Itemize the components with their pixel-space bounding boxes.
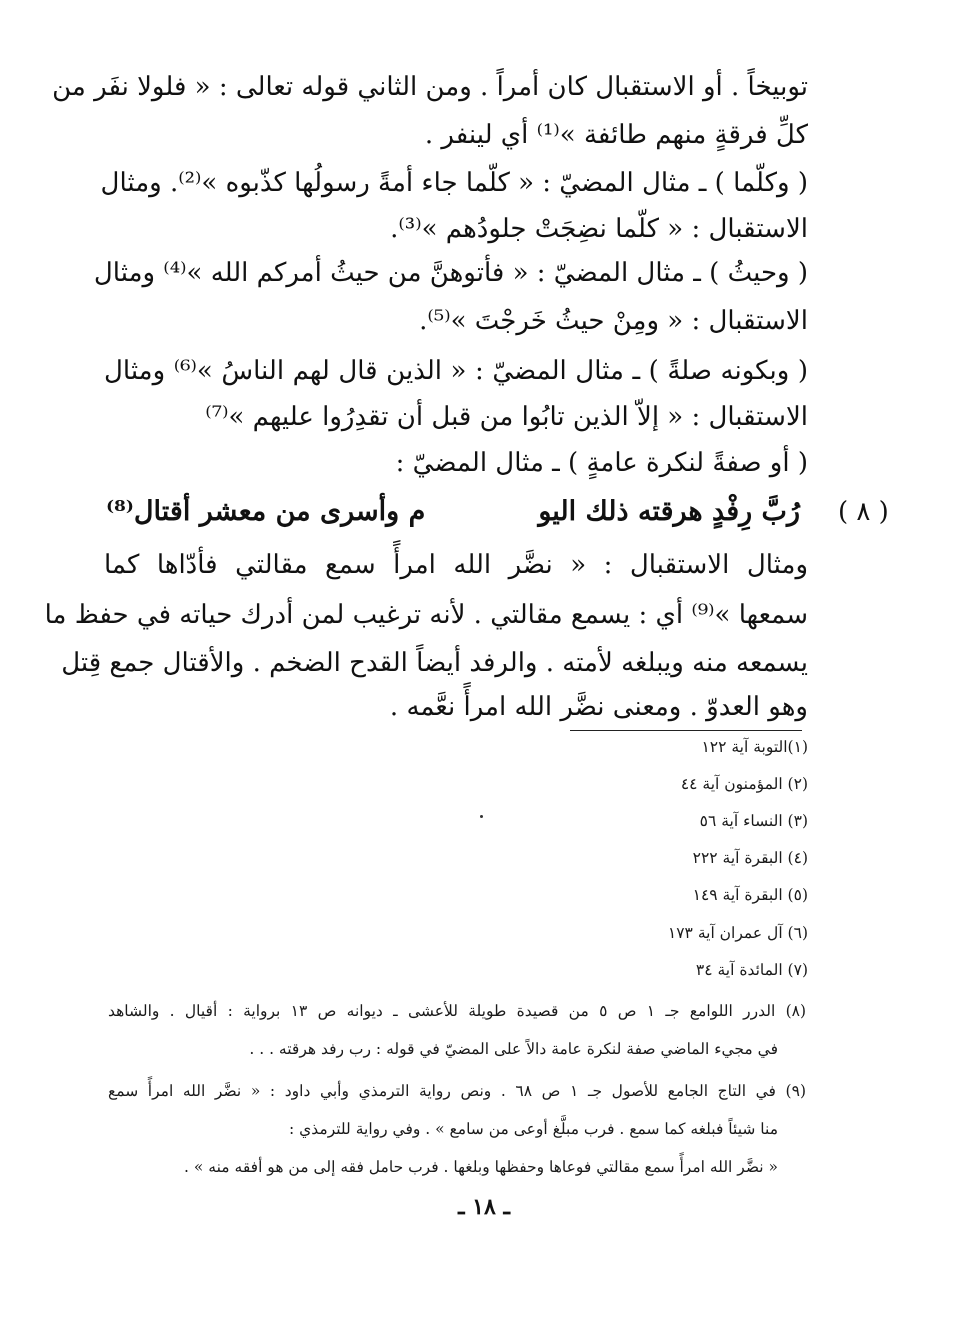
body-line: الاستقبال : « إلاّ الذين تابُوا من قبل أن تقدِرُوا عليهم »⁽⁷⁾: [205, 402, 808, 432]
body-line: ( وبكونه صلةً ) ـ مثال المضيّ : « الذين قال لهم الناسُ »⁽⁶⁾ ومثال: [104, 356, 808, 386]
footnote-continuation: منا شيئاً فبلغه كما سمع . فرب مبلَّغ أوعى من سامع » . وفي رواية للترمذي :: [288, 1120, 778, 1138]
body-line: ومثال الاستقبال : « نضَّر الله امرأً سمع مقالتي فأدّاها كما: [104, 550, 808, 580]
page-number: ـ ١٨ ـ: [458, 1194, 510, 1220]
footnote: (٤) البقرة آية ٢٢٢: [692, 849, 808, 867]
verse-hemistich-1: رُبَّ رِفْدٍ هرقته ذلك اليو: [538, 496, 800, 527]
body-line: وهو العدوّ . ومعنى نضَّر الله امرأً نعَّمه .: [389, 692, 808, 722]
body-line: سمعها »⁽⁹⁾ أي : يسمع مقالتي . لأنه ترغيب لمن أدرك حياته في حفظ ما: [44, 600, 808, 630]
body-line: ( وكلّما ) ـ مثال المضيّ : « كلّما جاء أمةً رسولُها كذّبوه »⁽²⁾. ومثال: [100, 168, 808, 198]
footnote-separator: [570, 730, 802, 731]
footnote: (٩) في التاج الجامع للأصول جـ ١ ص ٦٨ . ونص رواية الترمذي وأبي داود : « نضَّر الله امرأً سمع: [108, 1082, 806, 1100]
body-line: يسمعه منه ويبلغه لأمته . والرفد أيضاً القدح الضخم . والأقتال جمع قِتل: [61, 648, 808, 678]
footnote: (٥) البقرة آية ١٤٩: [692, 886, 808, 904]
footnote: (٧) المائدة آية ٣٤: [695, 961, 808, 979]
body-line: توبيخاً . أو الاستقبال كان أمراً . ومن الثاني قوله تعالى : « فلولا نفَر من: [52, 72, 808, 102]
footnote-continuation: في مجيء الماضي صفة لنكرة عامة دالاً على المضيّ في قوله : رب رفد هرقته . . .: [249, 1040, 778, 1058]
body-line: كلِّ فرقةٍ منهم طائفة »⁽¹⁾ أي لينفر .: [424, 120, 808, 150]
scan-speck: [480, 815, 483, 818]
footnote: (١)التوبة آية ١٢٢: [701, 738, 808, 756]
verse-hemistich-2: م وأسرى من معشر أقتال⁽⁸⁾: [106, 496, 426, 527]
footnote-continuation: « نضَّر الله امرأً سمع مقالتي فوعاها وحفظها وبلغها . فرب حامل فقه إلى من هو أفقه منه » .: [184, 1158, 778, 1176]
body-line: الاستقبال : « ومِنْ حيثُ خَرجْتَ »⁽⁵⁾.: [419, 306, 808, 336]
footnote: (٣) النساء آية ٥٦: [699, 812, 808, 830]
body-line: ( أو صفةً لنكرة عامةٍ ) ـ مثال المضيّ :: [395, 448, 808, 478]
body-line: الاستقبال : « كلّما نضِجَتْ جلودُهم »⁽³⁾.: [390, 214, 808, 244]
footnote: (٨) الدرر اللوامع جـ ١ ص ٥ من قصيدة طويلة للأعشى ـ ديوانه ص ١٣ برواية : أقيال . والشاهد: [108, 1002, 807, 1020]
verse-number: ( ٨ ): [838, 497, 889, 527]
footnote: (٢) المؤمنون آية ٤٤: [680, 775, 808, 793]
body-line: ( وحيثُ ) ـ مثال المضيّ : « فأتوهنَّ من حيثُ أمركم الله »⁽⁴⁾ ومثال: [93, 258, 808, 288]
footnote: (٦) آل عمران آية ١٧٣: [667, 924, 808, 942]
